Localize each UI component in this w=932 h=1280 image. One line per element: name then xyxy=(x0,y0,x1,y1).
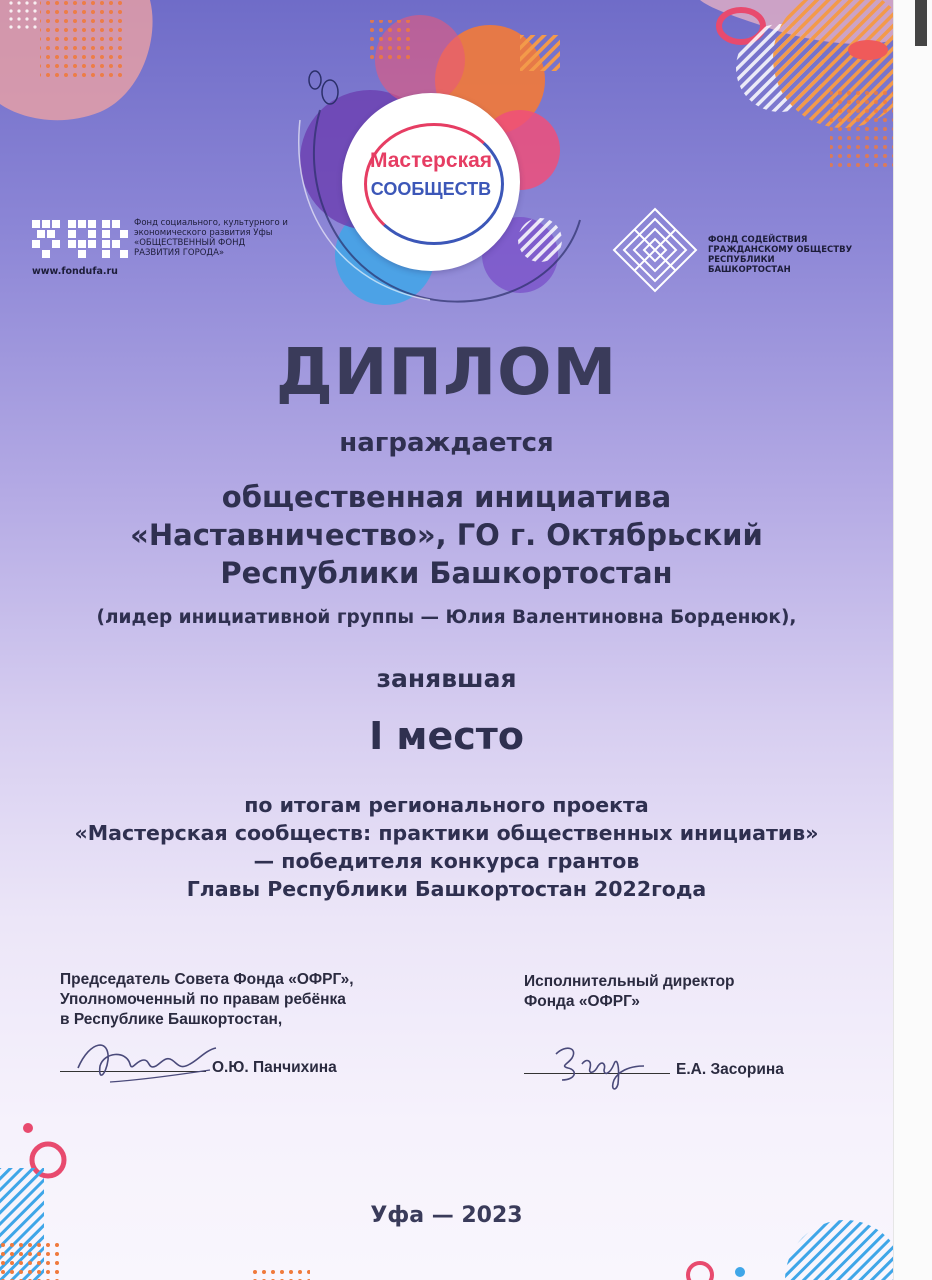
masterskaya-logo xyxy=(342,93,520,271)
place-text: I место xyxy=(369,714,524,758)
ornament-square-logo-icon xyxy=(610,205,700,295)
awardee-name-line: общественная инициатива xyxy=(221,480,672,514)
took-text: занявшая xyxy=(376,664,517,693)
awarded-text: награждается xyxy=(339,428,554,458)
awardee-name xyxy=(0,478,893,592)
results-text xyxy=(0,791,893,903)
leader-text: (лидер инициативной группы — Юлия Валентиновна Борденюк), xyxy=(96,607,797,628)
signature-block-right xyxy=(524,972,844,1092)
diploma-title: ДИПЛОМ xyxy=(275,336,618,410)
signature-block-left xyxy=(60,970,440,1090)
handwritten-signature-left xyxy=(70,1030,220,1090)
top-right-shapes xyxy=(700,0,893,170)
results-line: Главы Республики Башкортостан 2022года xyxy=(186,877,707,901)
top-left-blob xyxy=(0,0,153,120)
scan-margin xyxy=(893,0,932,1280)
results-line: по итогам регионального проекта xyxy=(244,793,649,817)
signatory-role: Исполнительный директор Фонда «ОФРГ» xyxy=(524,973,735,1010)
logo-word-soobshchestv: СООБЩЕСТВ xyxy=(370,179,492,199)
civil-society-fund-text: ФОНД СОДЕЙСТВИЯ ГРАЖДАНСКОМУ ОБЩЕСТВУ РЕСПУБЛИКИ БАШКОРТОСТАН xyxy=(708,235,853,275)
handwritten-signature-right xyxy=(546,1034,656,1094)
bottom-right-shapes xyxy=(250,1220,893,1280)
signatory-name: Е.А. Засорина xyxy=(676,1061,784,1078)
logo-word-masterskaya: Мастерская xyxy=(369,149,493,172)
awardee-name-line: «Наставничество», ГО г. Октябрьский xyxy=(130,518,763,552)
ofrg-logo xyxy=(30,212,290,282)
signatory-role: Председатель Совета Фонда «ОФРГ», Уполномоченный по правам ребёнка в Республике Башкортостан, xyxy=(60,971,354,1028)
signatory-name: О.Ю. Панчихина xyxy=(212,1059,337,1076)
ofrg-pixel-logo-icon xyxy=(30,214,130,264)
ofrg-website: www.fondufa.ru xyxy=(32,266,118,277)
civil-society-fund-logo xyxy=(610,205,853,295)
results-line: «Мастерская сообществ: практики общественных инициатив» xyxy=(74,821,819,845)
ofrg-fund-text: Фонд социального, культурного и экономического развития Уфы «ОБЩЕСТВЕННЫЙ ФОНД РАЗВИТИЯ ГОРОДА» xyxy=(134,218,288,258)
results-line: — победителя конкурса грантов xyxy=(253,849,640,873)
place-date-footer: Уфа — 2023 xyxy=(370,1203,523,1228)
awardee-name-line: Республики Башкортостан xyxy=(220,556,673,590)
bottom-left-shapes xyxy=(0,1123,64,1280)
